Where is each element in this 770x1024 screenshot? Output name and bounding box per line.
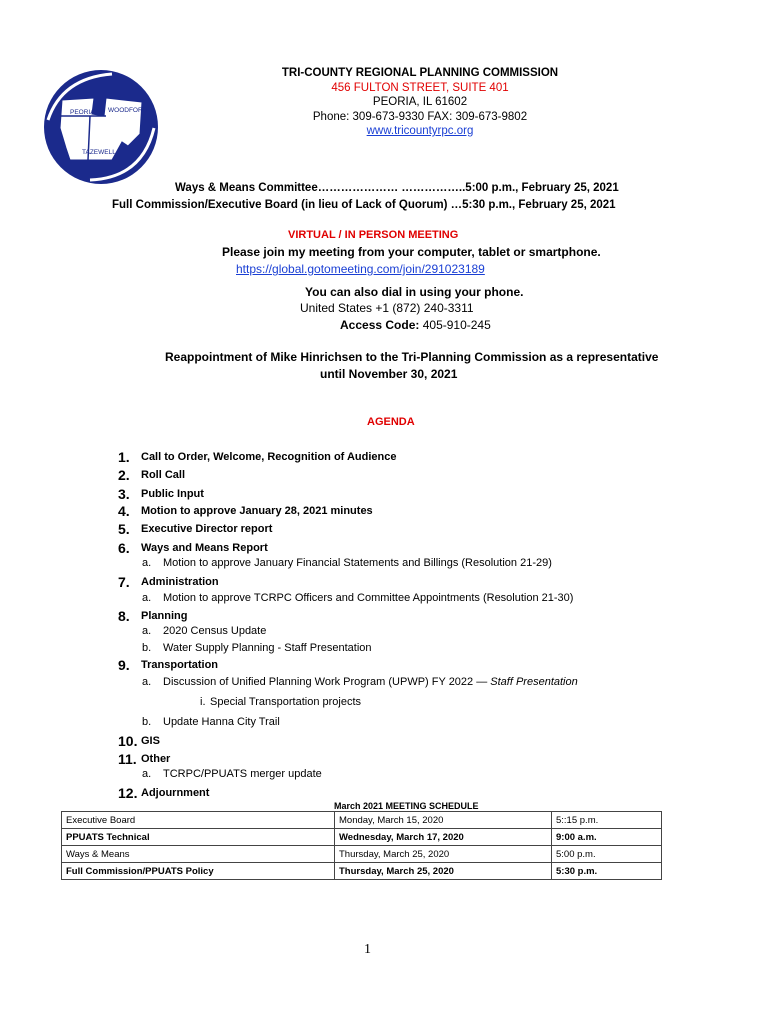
schedule-date: Thursday, March 25, 2020 [335,863,552,880]
agenda-item-9ai: Special Transportation projects [210,696,362,708]
agenda-item-6: Ways and Means Report [141,542,268,554]
reappointment-line-2: until November 30, 2021 [320,367,458,381]
org-website-link[interactable]: www.tricountyrpc.org [366,125,474,137]
schedule-time: 9:00 a.m. [552,829,662,846]
schedule-row [62,846,662,863]
dial-in-phone: United States +1 (872) 240-3311 [300,301,474,315]
agenda-item-3-number: 3. [118,486,130,502]
access-code [340,318,491,332]
access-code-label: Access Code: [340,318,420,332]
agenda-item-1-number: 1. [118,449,130,465]
access-code-value: 405-910-245 [422,318,491,332]
agenda-item-8b-label: b. [142,642,152,654]
tcrpc-logo [42,68,160,186]
agenda-item-6a: Motion to approve January Financial Statements and Billings (Resolution 21-29) [163,557,552,569]
agenda-title: AGENDA [367,416,415,428]
agenda-item-7a: Motion to approve TCRPC Officers and Committee Appointments (Resolution 21-30) [163,592,574,604]
schedule-row [62,812,662,829]
agenda-item-1: Call to Order, Welcome, Recognition of Audience [141,451,397,463]
agenda-item-2-number: 2. [118,467,130,483]
agenda-item-5: Executive Director report [141,523,273,535]
agenda-item-9-number: 9. [118,657,130,673]
agenda-item-6a-label: a. [142,557,152,569]
agenda-item-8: Planning [141,610,188,622]
schedule-time: 5::15 p.m. [552,812,662,829]
agenda-item-9a-label: a. [142,676,152,688]
org-address: 456 FULTON STREET, SUITE 401 [331,81,509,94]
agenda-item-9a-text: Discussion of Unified Planning Work Program (UPWP) FY 2022 — [163,676,488,688]
schedule-name: PPUATS Technical [62,829,335,846]
agenda-item-9: Transportation [141,659,219,671]
schedule-date: Monday, March 15, 2020 [335,812,552,829]
schedule-date: Wednesday, March 17, 2020 [335,829,552,846]
agenda-item-4-number: 4. [118,503,130,519]
agenda-item-7a-label: a. [142,592,152,604]
meeting-line-ways-means: Ways & Means Committee………………… ……………..5:00 p.m., February 25, 2021 [175,182,619,194]
meeting-url-link[interactable]: https://global.gotomeeting.com/join/291023189 [236,262,485,276]
agenda-item-12: Adjournment [141,787,210,799]
virtual-meeting-title: VIRTUAL / IN PERSON MEETING [288,229,459,241]
schedule-name: Full Commission/PPUATS Policy [62,863,335,880]
meeting-line-full-commission: Full Commission/Executive Board (in lieu of Lack of Quorum) …5:30 p.m., February 25, 2021 [112,199,616,211]
agenda-item-10-number: 10. [118,733,138,749]
agenda-item-8a-label: a. [142,625,152,637]
agenda-item-8b: Water Supply Planning - Staff Presentation [163,642,372,654]
schedule-time: 5:30 p.m. [552,863,662,880]
join-instructions: Please join my meeting from your computer, tablet or smartphone. [222,245,601,259]
agenda-item-9b: Update Hanna City Trail [163,716,280,728]
schedule-title: March 2021 MEETING SCHEDULE [334,801,479,811]
agenda-item-9ai-label: i. [200,696,206,708]
agenda-item-8-number: 8. [118,608,130,624]
schedule-name: Executive Board [62,812,335,829]
agenda-item-11a-label: a. [142,768,152,780]
agenda-item-11: Other [141,753,171,765]
org-city: PEORIA, IL 61602 [372,96,468,108]
agenda-item-7: Administration [141,576,219,588]
schedule-date: Thursday, March 25, 2020 [335,846,552,863]
reappointment-line-1: Reappointment of Mike Hinrichsen to the Tri-Planning Commission as a representative [165,350,659,364]
agenda-item-7-number: 7. [118,574,130,590]
agenda-item-9a [163,676,578,688]
dial-in-instructions: You can also dial in using your phone. [305,285,524,299]
agenda-item-8a: 2020 Census Update [163,625,267,637]
agenda-item-2: Roll Call [141,469,186,481]
schedule-table [61,811,662,880]
agenda-item-12-number: 12. [118,785,138,801]
agenda-item-9b-label: b. [142,716,152,728]
schedule-name: Ways & Means [62,846,335,863]
page-number: 1 [364,942,371,957]
logo-label-tazewell: TAZEWELL [82,149,116,156]
schedule-time: 5:00 p.m. [552,846,662,863]
agenda-item-4: Motion to approve January 28, 2021 minutes [141,505,373,517]
schedule-row [62,863,662,880]
org-phone: Phone: 309-673-9330 FAX: 309-673-9802 [312,110,528,123]
agenda-item-5-number: 5. [118,521,130,537]
agenda-item-9a-emphasis: Staff Presentation [490,676,578,688]
schedule-row [62,829,662,846]
org-name: TRI-COUNTY REGIONAL PLANNING COMMISSION [281,67,559,79]
logo-label-peoria: PEORIA [70,109,95,116]
agenda-item-11a: TCRPC/PPUATS merger update [163,768,322,780]
agenda-item-11-number: 11. [118,751,137,767]
agenda-item-10: GIS [141,735,160,747]
agenda-item-3: Public Input [141,488,204,500]
logo-label-woodford: WOODFORD [108,107,148,114]
agenda-item-6-number: 6. [118,540,130,556]
org-header [220,66,620,139]
